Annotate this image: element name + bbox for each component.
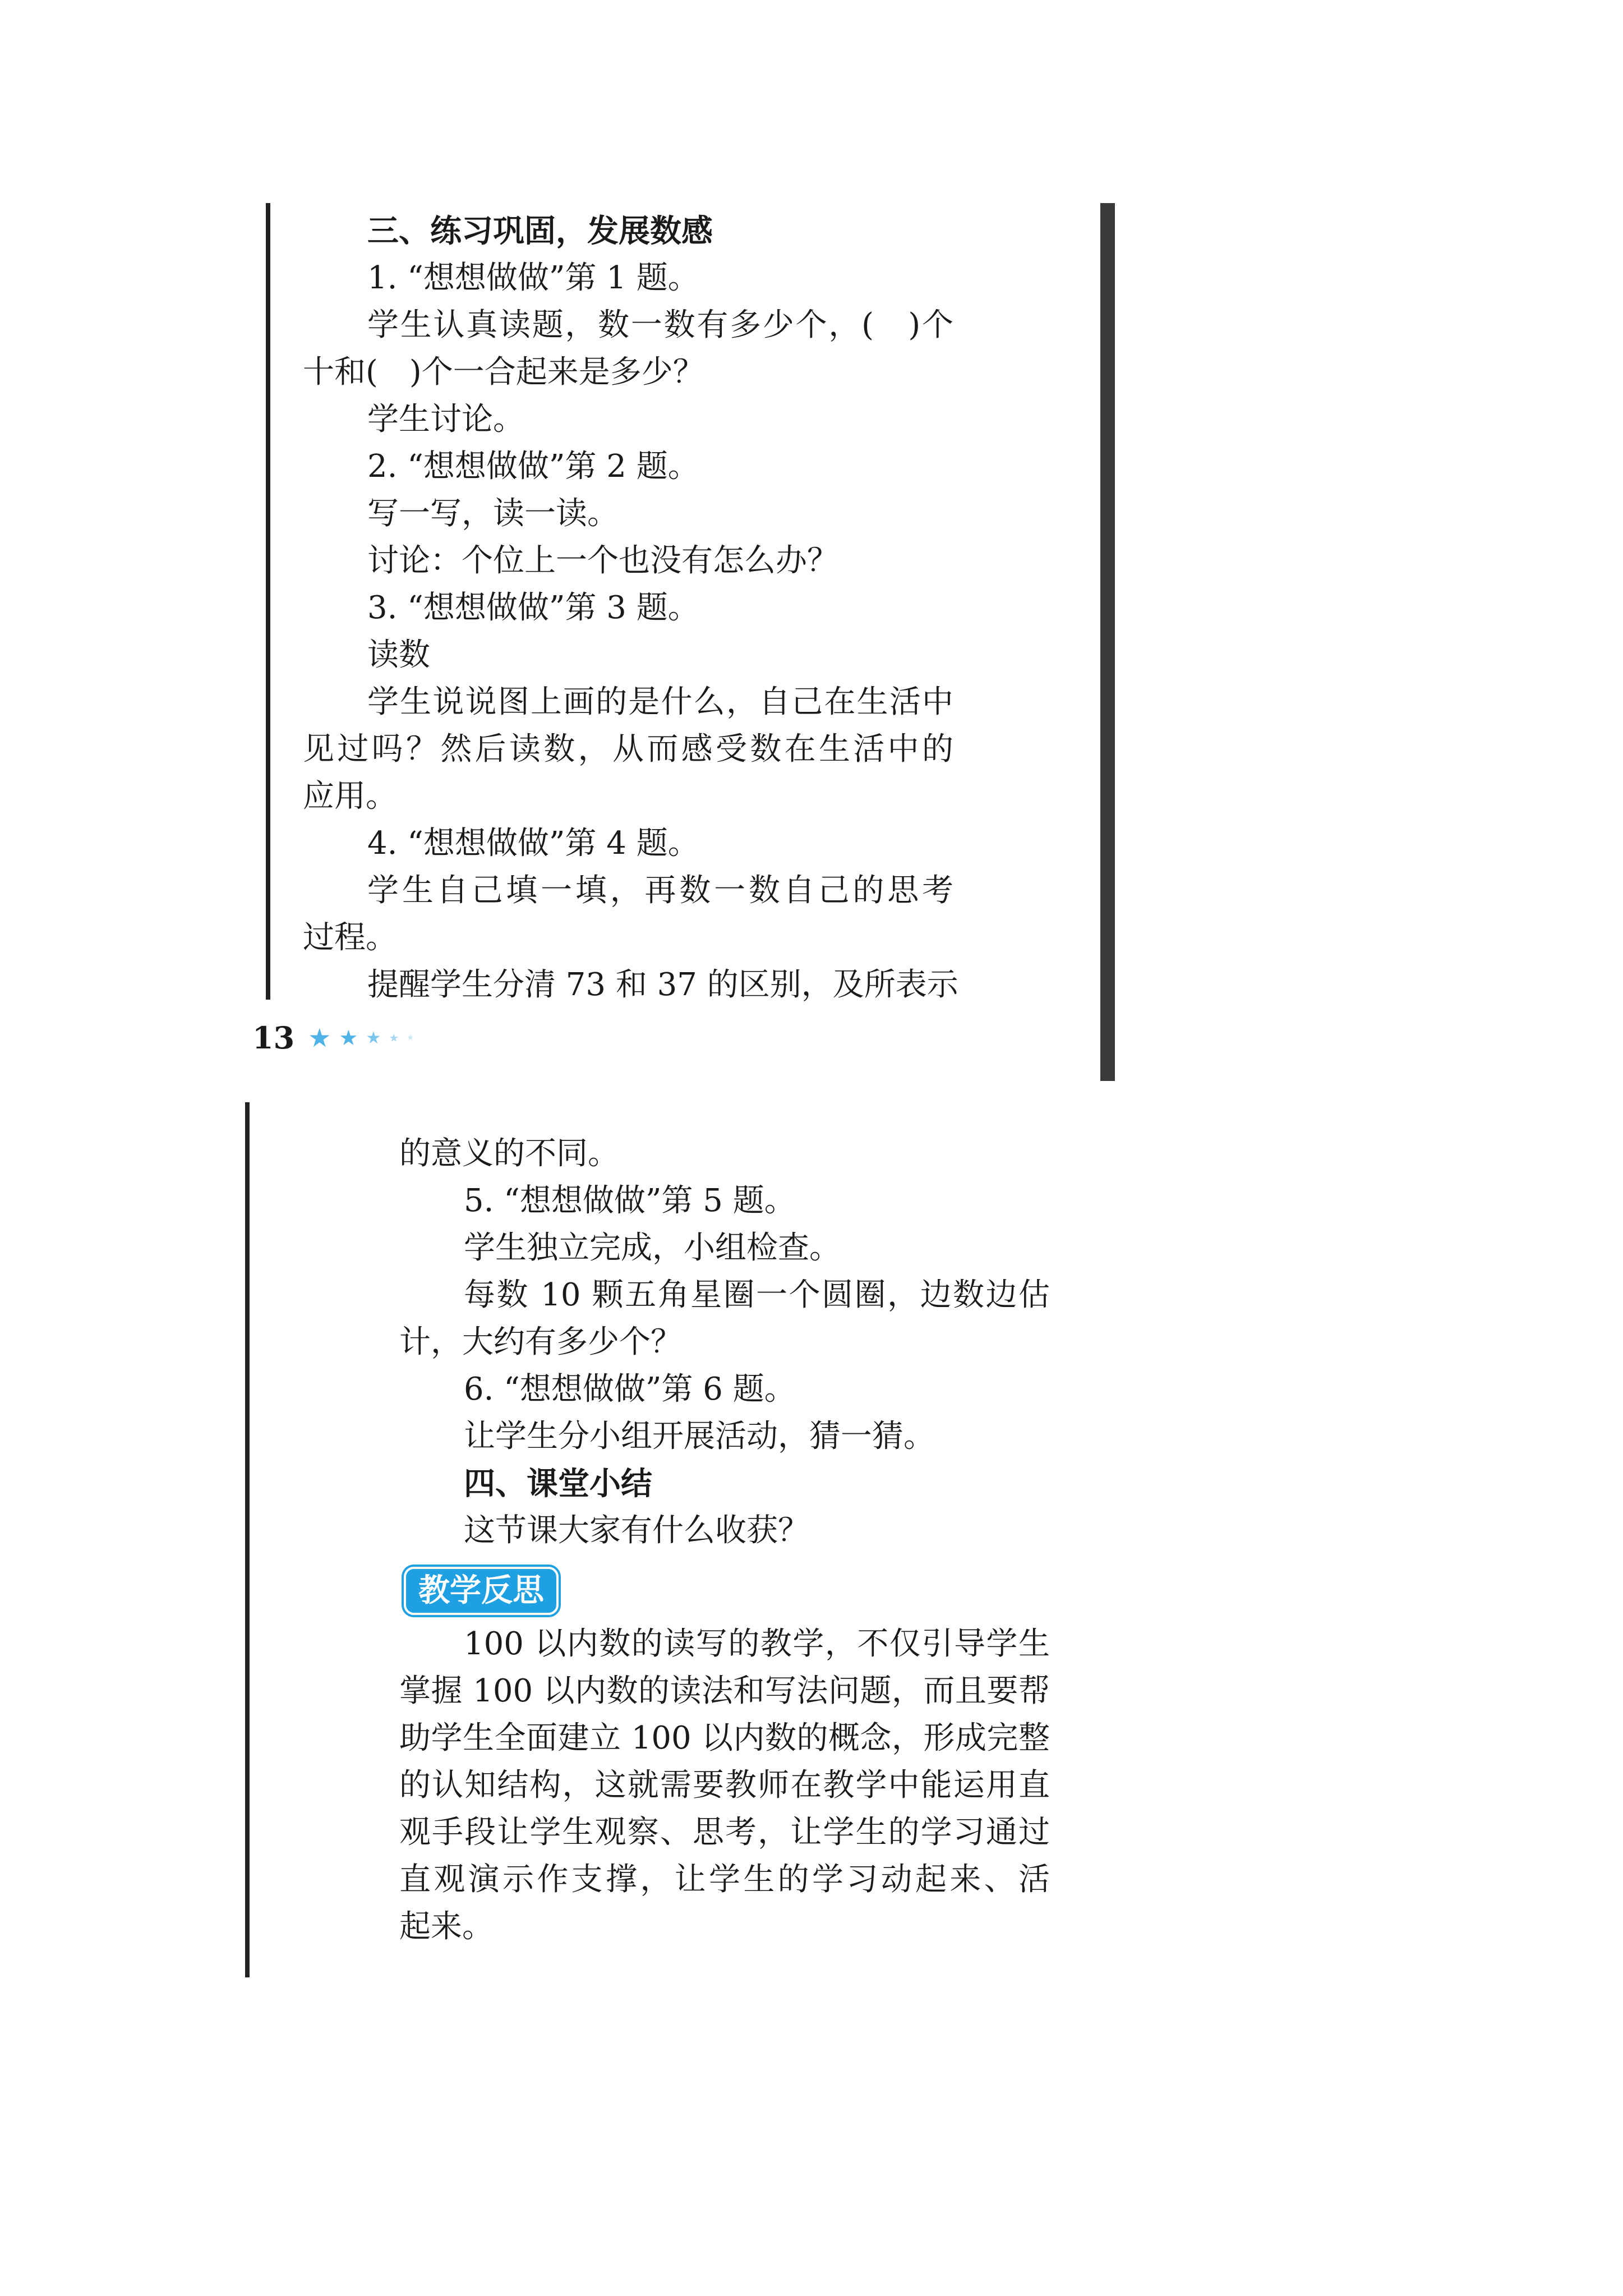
paragraph-line: 这节课大家有什么收获？ [464,1512,809,1549]
reflection-line: 的认知结构，这就需要教师在教学中能运用直 [399,1767,1050,1803]
paragraph-line: 提醒学生分清 73 和 37 的区别，及所表示 [367,967,958,1003]
page1-text-block [303,208,958,1009]
exercise-item-5: 5. “想想做做”第 5 题。 [464,1182,796,1219]
page2-left-rule [245,1102,250,1977]
star-icon: ★ [389,1031,399,1045]
paragraph-line: 学生自己填一填，再数一数自己的思考 [367,872,953,909]
paragraph-line: 学生讨论。 [367,401,524,438]
reflection-line: 掌握 100 以内数的读法和写法问题，而且要帮 [399,1673,1050,1709]
paragraph-line: 学生说说图上画的是什么，自己在生活中 [367,684,953,720]
page1-right-edge-bar [1100,203,1115,1081]
paragraph-line: 写一写，读一读。 [367,495,619,532]
paragraph-line: 每数 10 颗五角星圈一个圆圈，边数边估 [464,1277,1050,1313]
paragraph-line: 计，大约有多少个？ [399,1324,682,1360]
exercise-item-2: 2. “想想做做”第 2 题。 [367,448,699,485]
paragraph-line: 应用。 [303,778,397,815]
paragraph-line: 讨论：个位上一个也没有怎么办？ [367,542,838,579]
page-footer [252,1018,422,1057]
star-icon: ★ [308,1023,331,1053]
paragraph-line: 让学生分小组开展活动，猜一猜。 [464,1418,935,1455]
teaching-reflection-badge: 教学反思 [404,1567,559,1615]
reflection-line: 直观演示作支撑，让学生的学习动起来、活 [399,1861,1050,1898]
page-number: 13 [252,1020,295,1056]
paragraph-line: 学生认真读题，数一数有多少个，( )个 [367,307,953,343]
reflection-line: 起来。 [399,1908,494,1945]
paragraph-line: 的意义的不同。 [399,1135,619,1172]
star-icon: ★ [339,1025,358,1050]
section-heading-practice: 三、练习巩固，发展数感 [367,213,713,250]
exercise-item-3: 3. “想想做做”第 3 题。 [367,590,699,626]
paragraph-line: 十和( )个一合起来是多少？ [303,354,704,390]
paragraph-line: 见过吗？然后读数，从而感受数在生活中的 [303,731,953,767]
paragraph-line: 过程。 [303,919,397,956]
exercise-item-6: 6. “想想做做”第 6 题。 [464,1371,796,1407]
paragraph-line: 读数 [367,637,430,673]
paragraph-line: 学生独立完成，小组检查。 [464,1230,841,1266]
page1-left-rule [266,203,270,1000]
page2-text-block [399,1130,1050,1950]
reflection-line: 观手段让学生观察、思考，让学生的学习通过 [399,1814,1050,1851]
exercise-item-1: 1. “想想做做”第 1 题。 [367,260,699,296]
star-icon: ★ [407,1033,414,1042]
star-icon: ★ [366,1028,381,1048]
reflection-line: 100 以内数的读写的教学，不仅引导学生 [464,1626,1050,1662]
section-heading-summary: 四、课堂小结 [464,1465,652,1502]
exercise-item-4: 4. “想想做做”第 4 题。 [367,825,699,862]
reflection-line: 助学生全面建立 100 以内数的概念，形成完整 [399,1720,1050,1756]
